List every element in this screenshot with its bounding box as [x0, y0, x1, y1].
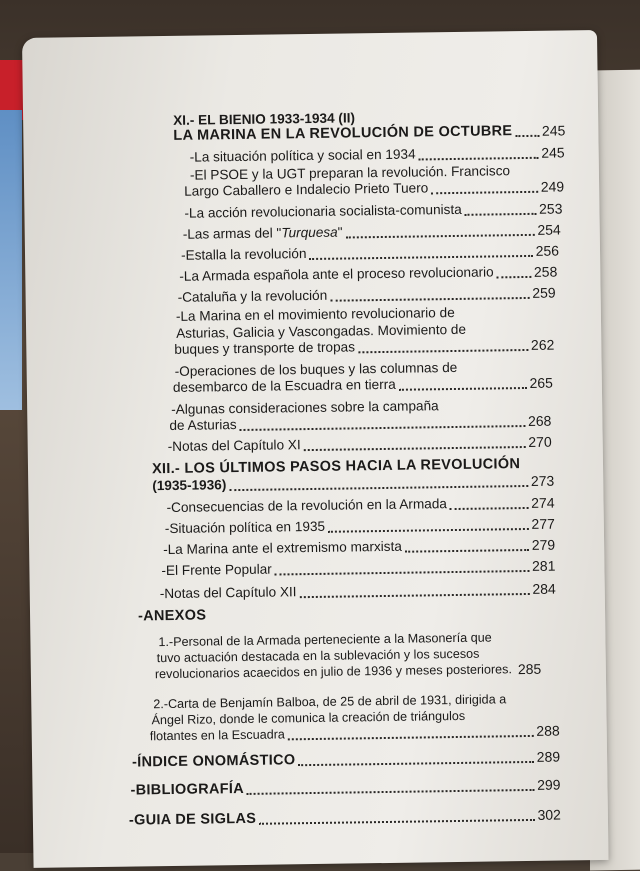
entry-title: -Algunas consideraciones sobre la campaña: [171, 398, 439, 417]
entry-title: desembarco de la Escuadra en tierra: [172, 376, 396, 395]
leader-dots: [229, 484, 528, 491]
leader-dots: [330, 296, 529, 302]
anexo-line: 2.-Carta de Benjamín Balboa, de 25 de abril de 1931, dirigida a: [153, 692, 507, 712]
entry-page: 249: [540, 178, 565, 195]
leader-dots: [358, 348, 528, 353]
entry-title: -La Armada española ante el proceso revolucionario: [179, 264, 494, 284]
entry-title: de Asturias: [169, 417, 237, 433]
entry-title: -Operaciones de los buques y las columnas de: [174, 359, 458, 379]
entry-page: 299: [537, 776, 561, 793]
entry-title: -La Marina en el movimiento revolucionario de: [175, 304, 455, 324]
toc-entry: [166, 495, 554, 516]
leader-dots: [497, 275, 531, 278]
leader-dots: [450, 506, 528, 510]
leader-dots: [328, 527, 528, 533]
toc-entry: [160, 581, 556, 603]
leader-dots: [405, 548, 529, 553]
leader-dots: [346, 233, 535, 239]
chapter-xii-title: XII.- LOS ÚLTIMOS PASOS HACIA LA REVOLUCIÓN: [151, 456, 521, 478]
entry-title: -La Marina ante el extremismo marxista: [163, 538, 402, 558]
table-of-contents: [22, 30, 609, 868]
chapter-xi-subtitle: LA MARINA EN LA REVOLUCIÓN DE OCTUBRE: [173, 123, 513, 144]
leader-dots: [304, 445, 526, 451]
chapter-xii-page: 273: [530, 472, 555, 489]
chapter-xi-title: XI.- EL BIENIO 1933-1934 (II): [173, 110, 356, 128]
entry-title: -Estalla la revolución: [180, 246, 307, 263]
entry-page: 268: [527, 412, 552, 429]
entry-title: -BIBLIOGRAFÍA: [130, 780, 245, 799]
entry-page: 277: [531, 515, 555, 532]
entry-title: revolucionarios acaecidos en julio de 1936 y meses posteriores.: [154, 662, 512, 682]
entry-page: 270: [528, 433, 552, 450]
leader-dots: [300, 592, 530, 598]
chapter-xi-page: 245: [541, 122, 566, 139]
leader-dots: [240, 424, 525, 431]
entry-page: 279: [531, 536, 556, 553]
entry-title: flotantes en la Escuadra: [149, 727, 285, 744]
toc-entry: [184, 200, 562, 221]
entry-page: 256: [535, 242, 560, 259]
leader-dots: [515, 134, 539, 137]
leader-dots: [310, 254, 533, 260]
entry-page: 262: [530, 336, 555, 353]
entry-page: 274: [531, 494, 555, 511]
entry-page: 254: [537, 221, 561, 238]
entry-title: -Consecuencias de la revolución en la Armada: [166, 496, 448, 516]
leader-dots: [259, 818, 534, 825]
toc-entry: [161, 558, 555, 579]
entry-title: Largo Caballero e Indalecio Prieto Tuero: [184, 180, 429, 199]
toc-entry: [163, 537, 555, 558]
entry-page: 265: [529, 374, 553, 391]
entry-page: 288: [536, 722, 560, 739]
entry-title: -El PSOE y la UGT preparan la revolución. Francisco: [189, 163, 511, 183]
toc-entry: [178, 285, 556, 306]
entry-title: -GUIA DE SIGLAS: [128, 810, 257, 829]
anexo-line: 1.-Personal de la Armada perteneciente a la Masonería que: [158, 630, 492, 650]
anexo-line: tuvo actuación destacada en la sublevación y los sucesos: [156, 646, 480, 666]
entry-title: buques y transporte de tropas: [174, 339, 356, 357]
leader-dots: [419, 156, 539, 161]
toc-entry: [165, 516, 555, 537]
leader-dots: [288, 734, 534, 740]
leader-dots: [431, 190, 538, 194]
entry-title: -La acción revolucionaria socialista-comunista: [184, 201, 462, 221]
leader-dots: [247, 788, 534, 795]
anexo-line: Ángel Rizo, donde le comunica la creación de triángulos: [151, 708, 466, 728]
toc-entry: [179, 264, 557, 285]
leader-dots: [465, 212, 536, 216]
entry-title: Asturias, Galicia y Vascongadas. Movimiento de: [176, 321, 467, 341]
entry-page: 285: [517, 660, 542, 678]
chapter-xii-subtitle: (1935-1936): [152, 477, 227, 494]
toc-entry-siglas: [129, 807, 561, 829]
entry-page: 302: [537, 806, 562, 823]
leader-dots: [275, 569, 529, 576]
toc-entry-bibliografia: [130, 777, 560, 799]
entry-title: -Situación política en 1935: [164, 518, 326, 537]
entry-title: -Las armas del "Turquesa": [182, 224, 343, 242]
entry-page: 253: [538, 200, 563, 217]
toc-entry-indice: [132, 749, 560, 771]
toc-entry: [168, 434, 552, 455]
leader-dots: [298, 760, 533, 766]
toc-entry: [183, 221, 561, 242]
entry-title: -ÍNDICE ONOMÁSTICO: [132, 752, 296, 771]
entry-title: -Notas del Capítulo XI: [167, 437, 301, 455]
entry-title: -Cataluña y la revolución: [177, 287, 328, 305]
leader-dots: [399, 386, 527, 391]
entry-page: 259: [532, 284, 556, 301]
entry-page: 284: [532, 580, 556, 597]
entry-title: -La situación política y social en 1934: [189, 146, 416, 165]
blue-book-edge: [0, 110, 22, 410]
entry-page: 245: [541, 144, 565, 161]
entry-title: -El Frente Popular: [161, 561, 272, 579]
toc-entry: [181, 243, 559, 264]
anexos-title: -ANEXOS: [137, 607, 207, 625]
entry-page: 289: [536, 748, 561, 765]
book-page: [22, 30, 609, 868]
entry-page: 281: [531, 557, 556, 574]
entry-page: 258: [533, 263, 558, 280]
entry-title: -Notas del Capítulo XII: [159, 584, 297, 602]
